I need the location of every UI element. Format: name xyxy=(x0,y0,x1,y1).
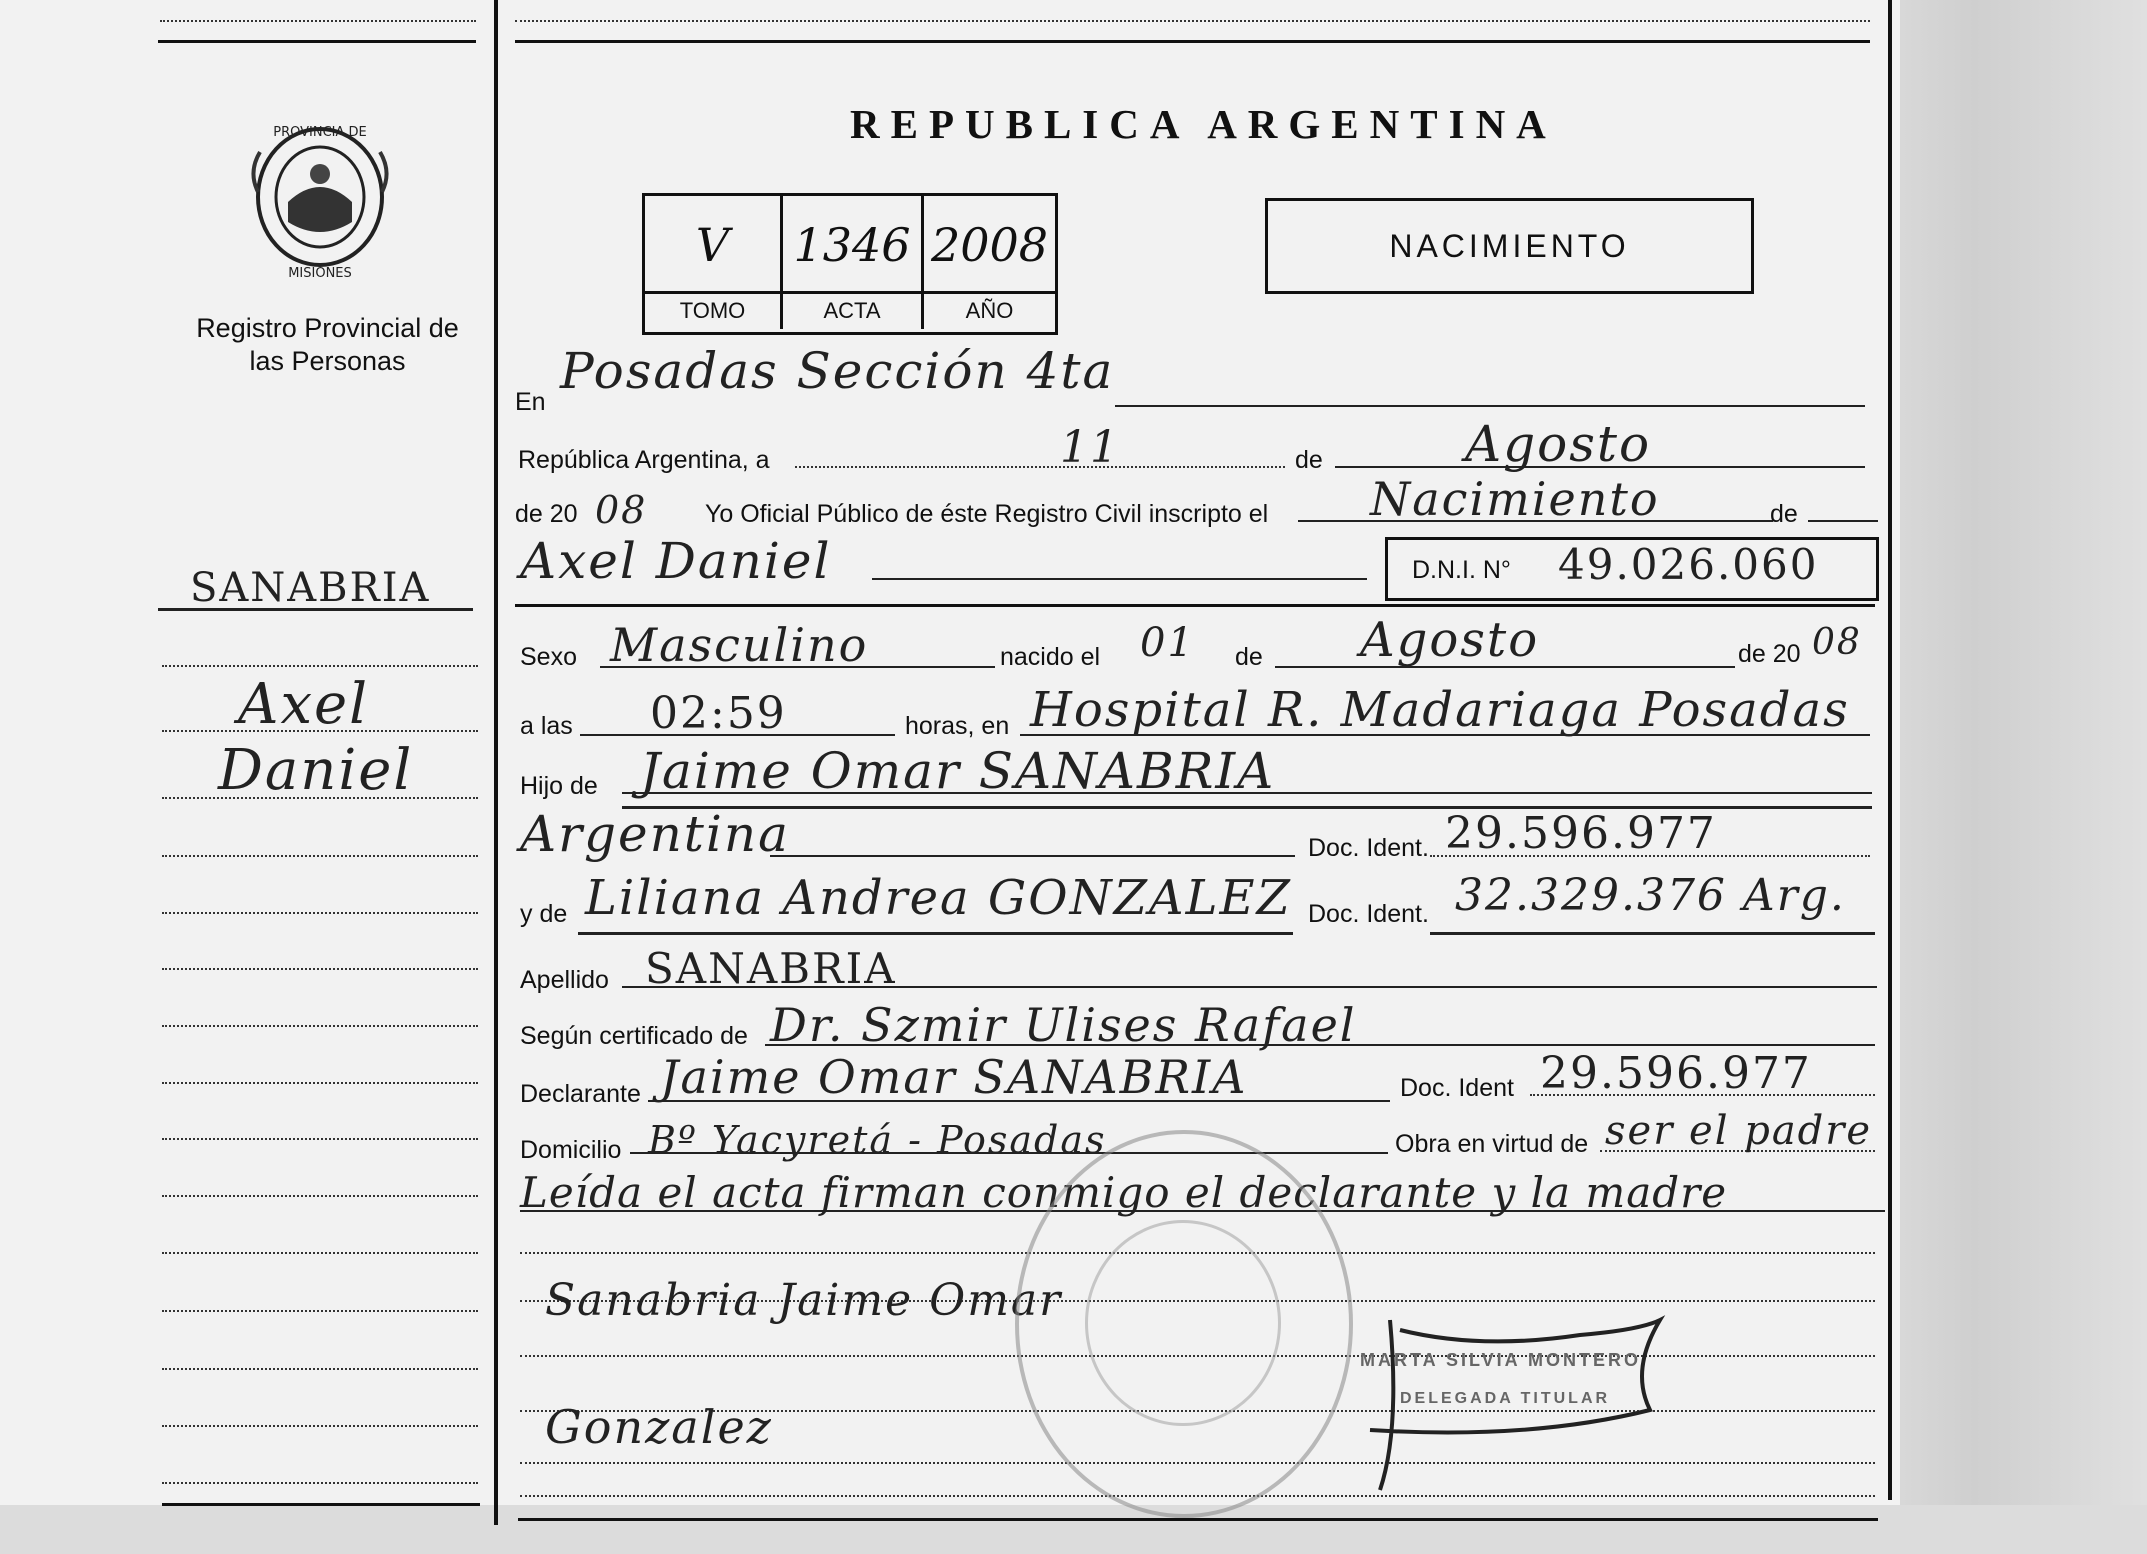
mother-doc: 32.329.376 Arg. xyxy=(1455,870,1846,921)
margin-line xyxy=(162,1425,478,1427)
declarante-name: Jaime Omar SANABRIA xyxy=(660,1050,1248,1104)
year-prefix: de 20 xyxy=(515,500,578,528)
year-suffix: 08 xyxy=(595,488,648,532)
margin-line xyxy=(162,855,478,857)
sexo-label: Sexo xyxy=(520,643,577,671)
margin-surname: SANABRIA xyxy=(190,565,431,611)
left-column-divider xyxy=(494,0,498,1525)
day-value: 11 xyxy=(1060,422,1120,473)
margin-line xyxy=(162,1482,478,1484)
bottom-rule-left xyxy=(162,1503,480,1506)
republic-label: República Argentina, a xyxy=(518,446,770,474)
de-label: de xyxy=(1295,446,1323,474)
event-value: Nacimiento xyxy=(1370,472,1660,526)
top-rule-right xyxy=(515,40,1870,43)
bottom-rule-right xyxy=(518,1518,1878,1521)
official-role-stamp: DELEGADA TITULAR xyxy=(1400,1390,1611,1407)
anio-cell xyxy=(924,196,1055,329)
acta-label: ACTA xyxy=(783,291,921,334)
apellido-label: Apellido xyxy=(520,966,609,994)
official-name-stamp: MARTA SILVIA MONTERO xyxy=(1360,1350,1641,1370)
declarante-label: Declarante xyxy=(520,1080,641,1108)
father-doc: 29.596.977 xyxy=(1445,808,1717,859)
tomo-label: TOMO xyxy=(645,291,780,334)
apellido-value: SANABRIA xyxy=(645,944,897,993)
birth-place: Hospital R. Madariaga Posadas xyxy=(1030,682,1850,738)
mother-name: Liliana Andrea GONZALEZ xyxy=(585,870,1292,926)
margin-line xyxy=(162,968,478,970)
margin-line xyxy=(162,665,478,667)
record-type: NACIMIENTO xyxy=(1265,198,1754,294)
top-dots-left xyxy=(160,20,476,22)
svg-text:MISIONES: MISIONES xyxy=(288,266,352,281)
page-edge xyxy=(1900,0,2147,1554)
nacido-label: nacido el xyxy=(1000,643,1101,671)
father-nationality: Argentina xyxy=(520,805,790,863)
svg-text:PROVINCIA DE: PROVINCIA DE xyxy=(273,125,367,140)
fill-line xyxy=(578,932,1293,935)
margin-line xyxy=(162,1252,478,1254)
fill-line xyxy=(1430,932,1875,935)
anio-value: 2008 xyxy=(930,218,1049,272)
margin-line xyxy=(162,912,478,914)
page-edge-bottom xyxy=(0,1505,2147,1554)
dni-label: D.N.I. N° xyxy=(1412,556,1511,584)
tomo-value: V xyxy=(695,218,730,272)
father-name: Jaime Omar SANABRIA xyxy=(640,742,1276,800)
birth-year-suffix: 08 xyxy=(1812,622,1862,663)
obra-label: Obra en virtud de xyxy=(1395,1130,1589,1158)
record-number-box xyxy=(642,193,1058,335)
alas-label: a las xyxy=(520,712,573,740)
doctor-name: Dr. Szmir Ulises Rafael xyxy=(770,998,1357,1052)
de-label-2: de xyxy=(1770,500,1798,528)
signature-father: Sanabria Jaime Omar xyxy=(545,1275,1063,1326)
fill-line xyxy=(1115,405,1865,407)
horas-label: horas, en xyxy=(905,712,1010,740)
fill-line xyxy=(872,578,1367,580)
margin-given-1: Axel xyxy=(238,672,370,737)
birth-day: 01 xyxy=(1140,620,1195,666)
closing-text: Leída el acta firman conmigo el declarante y la madre xyxy=(520,1168,1728,1217)
margin-surname-underline xyxy=(158,608,473,611)
margin-line xyxy=(162,797,478,799)
margin-line xyxy=(162,1368,478,1370)
tomo-cell xyxy=(645,196,783,329)
month-value: Agosto xyxy=(1465,415,1652,473)
dni-value: 49.026.060 xyxy=(1558,540,1819,589)
official-signature xyxy=(1330,1290,1750,1510)
registry-name: Registro Provincial de las Personas xyxy=(196,313,459,376)
province-seal xyxy=(240,112,400,290)
signature-mother: Gonzalez xyxy=(545,1400,773,1454)
certificado-label: Según certificado de xyxy=(520,1022,748,1050)
doc-label-2: Doc. Ident. xyxy=(1308,900,1429,928)
top-rule-left xyxy=(158,40,476,43)
right-border xyxy=(1888,0,1892,1500)
stamp-inner-ring xyxy=(1085,1220,1281,1426)
yde-label: y de xyxy=(520,900,568,928)
birth-month: Agosto xyxy=(1360,612,1540,668)
anio-label: AÑO xyxy=(924,291,1055,334)
margin-line xyxy=(162,1082,478,1084)
margin-line xyxy=(162,1025,478,1027)
doc-label: Doc. Ident. xyxy=(1308,834,1429,862)
hijo-label: Hijo de xyxy=(520,772,598,800)
margin-given-2: Daniel xyxy=(218,738,414,803)
domicilio-label: Domicilio xyxy=(520,1136,622,1164)
margin-line xyxy=(162,1138,478,1140)
acta-value: 1346 xyxy=(793,218,911,272)
doc-label-3: Doc. Ident xyxy=(1400,1074,1514,1102)
fill-line xyxy=(1808,520,1878,522)
margin-line xyxy=(162,730,478,732)
declarante-doc: 29.596.977 xyxy=(1540,1048,1812,1099)
domicilio-value: Bº Yacyretá - Posadas xyxy=(648,1118,1107,1162)
fill-line xyxy=(600,666,995,668)
section-rule xyxy=(515,604,1875,607)
country-title: REPUBLICA ARGENTINA xyxy=(850,101,1557,147)
birth-year-prefix: de 20 xyxy=(1738,640,1801,668)
dni-box xyxy=(1385,537,1879,601)
margin-line xyxy=(162,1195,478,1197)
fill-line xyxy=(795,466,1285,468)
child-name: Axel Daniel xyxy=(520,532,832,590)
fill-line xyxy=(770,855,1295,857)
top-dots-right xyxy=(515,20,1870,22)
acta-cell xyxy=(783,196,924,329)
en-label: En xyxy=(515,388,546,416)
sexo-value: Masculino xyxy=(610,618,869,672)
obra-value: ser el padre xyxy=(1605,1108,1873,1154)
place-value: Posadas Sección 4ta xyxy=(560,342,1115,400)
margin-line xyxy=(162,1310,478,1312)
time-value: 02:59 xyxy=(650,688,787,739)
officer-text: Yo Oficial Público de éste Registro Civil inscripto el xyxy=(705,500,1269,528)
de-label-3: de xyxy=(1235,643,1263,671)
